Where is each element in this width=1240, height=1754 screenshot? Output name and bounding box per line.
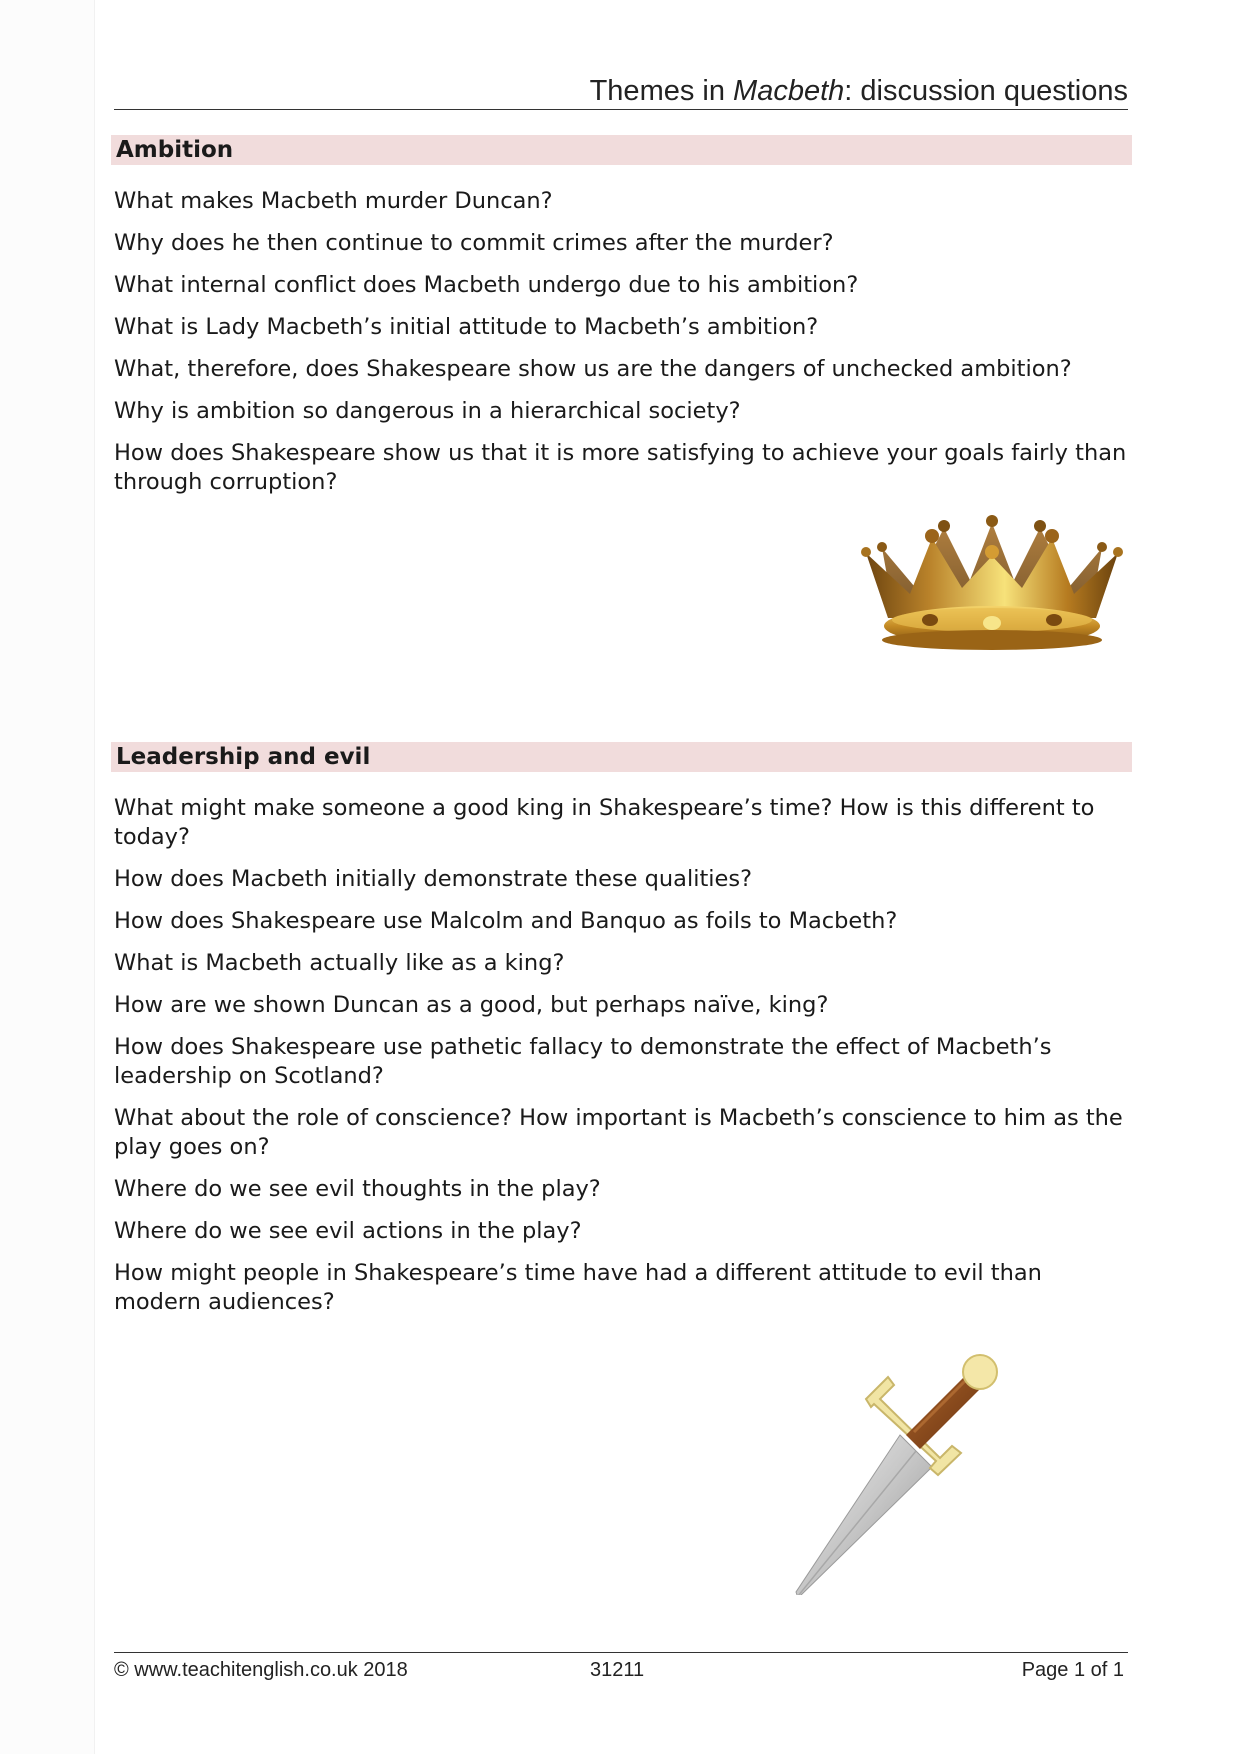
question-item: What is Lady Macbeth’s initial attitude to Macbeth’s ambition? <box>114 314 819 340</box>
ambition-question-list <box>114 187 1128 510</box>
crown-image <box>852 508 1132 660</box>
question-item: What might make someone a good king in Shakespeare’s time? How is this different to today? <box>114 795 1095 850</box>
footer-page-number: Page 1 of 1 <box>1021 1659 1124 1681</box>
footer-resource-code: 31211 <box>590 1659 645 1681</box>
question-item: Why is ambition so dangerous in a hierarchical society? <box>114 398 741 424</box>
question-item: What internal conflict does Macbeth undergo due to his ambition? <box>114 272 859 298</box>
question-item: What makes Macbeth murder Duncan? <box>114 188 553 214</box>
question-item: Why does he then continue to commit crimes after the murder? <box>114 230 834 256</box>
dagger-image <box>790 1330 1090 1595</box>
title-suffix: : discussion questions <box>844 75 1128 107</box>
section-heading-leadership-and-evil: Leadership and evil <box>111 742 1132 772</box>
question-item: Where do we see evil actions in the play? <box>114 1218 582 1244</box>
question-item: What, therefore, does Shakespeare show us are the dangers of unchecked ambition? <box>114 356 1072 382</box>
header-divider <box>114 109 1128 110</box>
question-item: Where do we see evil thoughts in the play? <box>114 1176 601 1202</box>
question-item: What about the role of conscience? How important is Macbeth’s conscience to him as the play goes on? <box>114 1105 1123 1160</box>
question-item: How might people in Shakespeare’s time have had a different attitude to evil than modern audiences? <box>114 1260 1042 1315</box>
footer-copyright: © www.teachitenglish.co.uk 2018 <box>114 1659 408 1681</box>
title-play-name: Macbeth <box>733 75 845 107</box>
title-prefix: Themes in <box>589 75 734 107</box>
question-item: How does Shakespeare use Malcolm and Banquo as foils to Macbeth? <box>114 908 898 934</box>
page-margin <box>0 0 95 1754</box>
question-item: How does Shakespeare show us that it is more satisfying to achieve your goals fairly than through corruption? <box>114 440 1127 495</box>
question-item: How are we shown Duncan as a good, but perhaps naïve, king? <box>114 992 829 1018</box>
leadership-question-list <box>114 794 1128 1330</box>
question-item: How does Shakespeare use pathetic fallacy to demonstrate the effect of Macbeth’s leadership on Scotland? <box>114 1034 1052 1089</box>
question-item: What is Macbeth actually like as a king? <box>114 950 565 976</box>
section-heading-ambition: Ambition <box>111 135 1132 165</box>
question-item: How does Macbeth initially demonstrate these qualities? <box>114 866 753 892</box>
footer-divider <box>114 1652 1128 1653</box>
page-title <box>114 74 1128 108</box>
